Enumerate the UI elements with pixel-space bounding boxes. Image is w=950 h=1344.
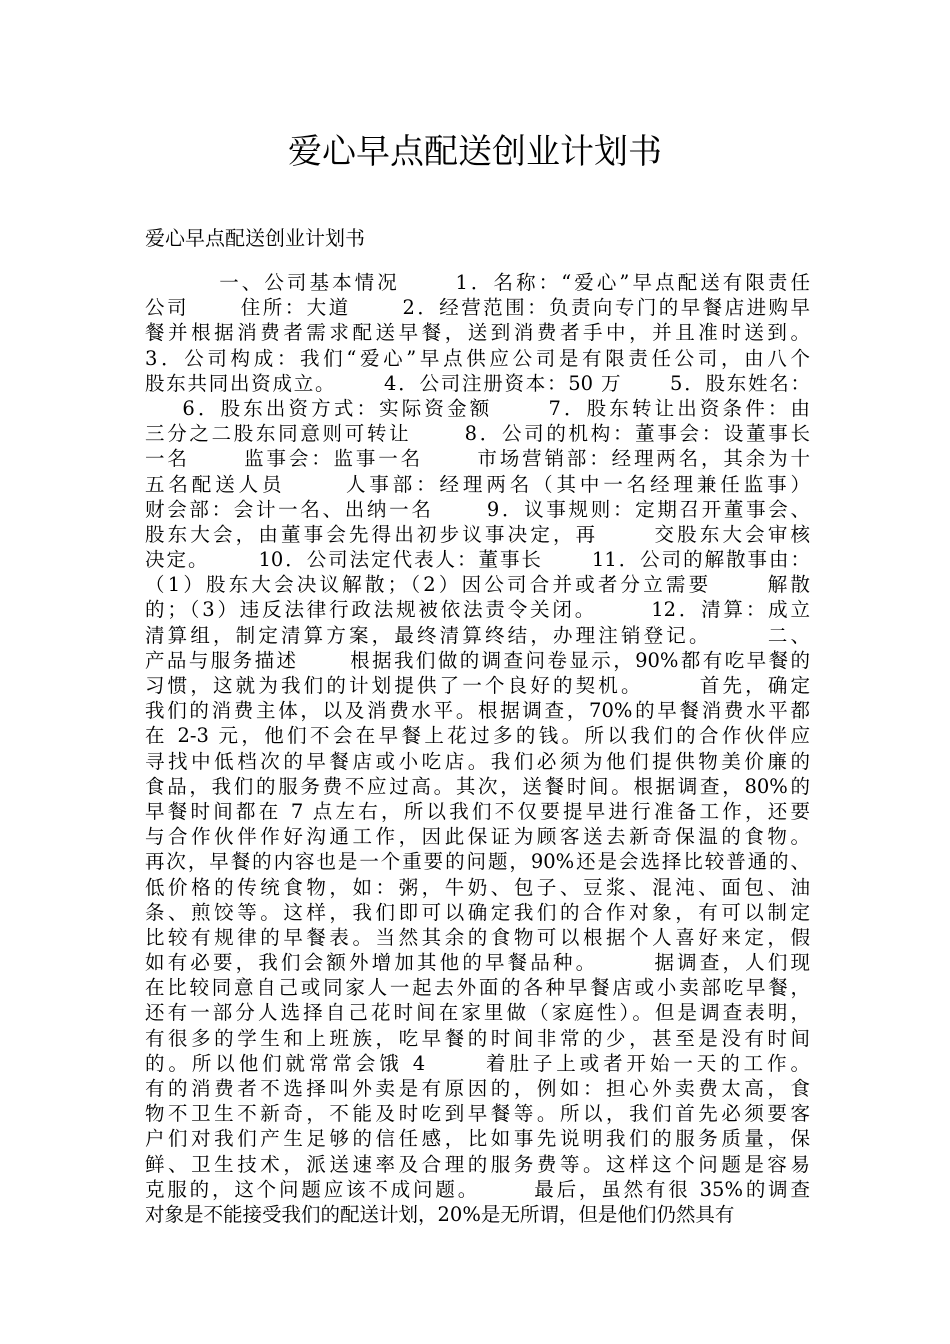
body-text-line: 比较有规律的早餐表。当然其余的食物可以根据个人喜好来定，假 <box>145 925 810 949</box>
body-text-line: 决定。 10．公司法定代表人：董事长 11．公司的解散事由： <box>145 548 810 572</box>
body-text-line: 财会部：会计一名、出纳一名 9．议事规则：定期召开董事会、 <box>145 497 810 521</box>
body-text-line: 股东共同出资成立。 4．公司注册资本：50 万 5．股东姓名： <box>145 371 810 395</box>
body-text-line: 有的消费者不选择叫外卖是有原因的，例如：担心外卖费太高，食 <box>145 1077 810 1100</box>
body-text-line: 如有必要，我们会额外增加其他的早餐品种。 据调查，人们现 <box>145 951 810 975</box>
body-text-line: 6．股东出资方式：实际资金额 7．股东转让出资条件：由 <box>145 396 810 420</box>
body-text-line: 3．公司构成：我们“爱心”早点供应公司是有限责任公司，由八个 <box>145 346 810 370</box>
body-text-line: 还有一部分人选择自己花时间在家里做（家庭性）。但是调查表明， <box>145 1001 810 1025</box>
body-text-line: 与合作伙伴作好沟通工作，因此保证为顾客送去新奇保温的食物。 <box>145 825 810 849</box>
body-text-line: 在比较同意自己或同家人一起去外面的各种早餐店或小卖部吃早餐， <box>145 976 810 1000</box>
body-text-line: 习惯，这就为我们的计划提供了一个良好的契机。 首先，确定 <box>145 674 810 697</box>
body-text-line: 早餐时间都在 7 点左右，所以我们不仅要提早进行准备工作，还要 <box>145 799 810 823</box>
document-title: 爱心早点配送创业计划书 <box>288 132 662 172</box>
body-text-line: 有很多的学生和上班族，吃早餐的时间非常的少，甚至是没有时间 <box>145 1026 810 1050</box>
body-text-line: 清算组，制定清算方案，最终清算终结，办理注销登记。 二、 <box>145 623 810 647</box>
body-text-line: 公司 住所：大道 2．经营范围：负责向专门的早餐店进购早 <box>145 296 810 320</box>
body-text-line: 再次，早餐的内容也是一个重要的问题，90%还是会选择比较普通的、 <box>145 850 810 874</box>
body-text-line: （1）股东大会决议解散；（2）因公司合并或者分立需要 解散 <box>145 573 810 597</box>
body-text-line: 食品，我们的服务费不应过高。其次，送餐时间。根据调查，80%的 <box>145 774 810 798</box>
document-subtitle: 爱心早点配送创业计划书 <box>145 226 365 250</box>
body-text-line: 的。所以他们就常常会饿 4 着肚子上或者开始一天的工作。 <box>145 1051 810 1075</box>
body-text-line: 三分之二股东同意则可转让 8．公司的机构：董事会：设董事长 <box>145 422 810 446</box>
body-text-line: 克服的，这个问题应该不成问题。 最后，虽然有很 35%的调查 <box>145 1177 810 1201</box>
body-text-line: 对象是不能接受我们的配送计划，20%是无所谓，但是他们仍然具有 <box>145 1202 735 1226</box>
body-text-line: 物不卫生不新奇，不能及时吃到早餐等。所以，我们首先必须要客 <box>145 1102 810 1126</box>
body-text-line: 的；（3）违反法律行政法规被依法责令关闭。 12．清算：成立 <box>145 598 810 622</box>
body-text-line: 我们的消费主体，以及消费水平。根据调查，70%的早餐消费水平都 <box>145 699 810 723</box>
body-text-line: 一名 监事会：监事一名 市场营销部：经理两名，其余为十 <box>145 447 810 471</box>
body-text-line: 餐并根据消费者需求配送早餐，送到消费者手中，并且准时送到。 <box>145 321 810 345</box>
body-text-line: 低价格的传统食物，如：粥，牛奶、包子、豆浆、混沌、面包、油 <box>145 875 810 899</box>
body-text-line: 鲜、卫生技术，派送速率及合理的服务费等。这样这个问题是容易 <box>145 1152 810 1176</box>
body-text-line: 股东大会，由董事会先得出初步议事决定，再 交股东大会审核 <box>145 522 810 546</box>
body-text-line: 条、煎饺等。这样，我们即可以确定我们的合作对象，有可以制定 <box>145 900 810 924</box>
body-text-line: 户们对我们产生足够的信任感，比如事先说明我们的服务质量，保 <box>145 1127 810 1151</box>
body-text-line: 一、公司基本情况 1．名称：“爱心”早点配送有限责任 <box>145 271 810 294</box>
body-text-line: 五名配送人员 人事部：经理两名（其中一名经理兼任监事） <box>145 472 810 496</box>
document-body <box>145 270 810 1227</box>
body-text-line: 寻找中低档次的早餐店或小吃店。我们必须为他们提供物美价廉的 <box>145 749 810 773</box>
body-text-line: 在 2-3 元，他们不会在早餐上花过多的钱。所以我们的合作伙伴应 <box>145 724 810 748</box>
body-text-line: 产品与服务描述 根据我们做的调查问卷显示，90%都有吃早餐的 <box>145 648 810 672</box>
